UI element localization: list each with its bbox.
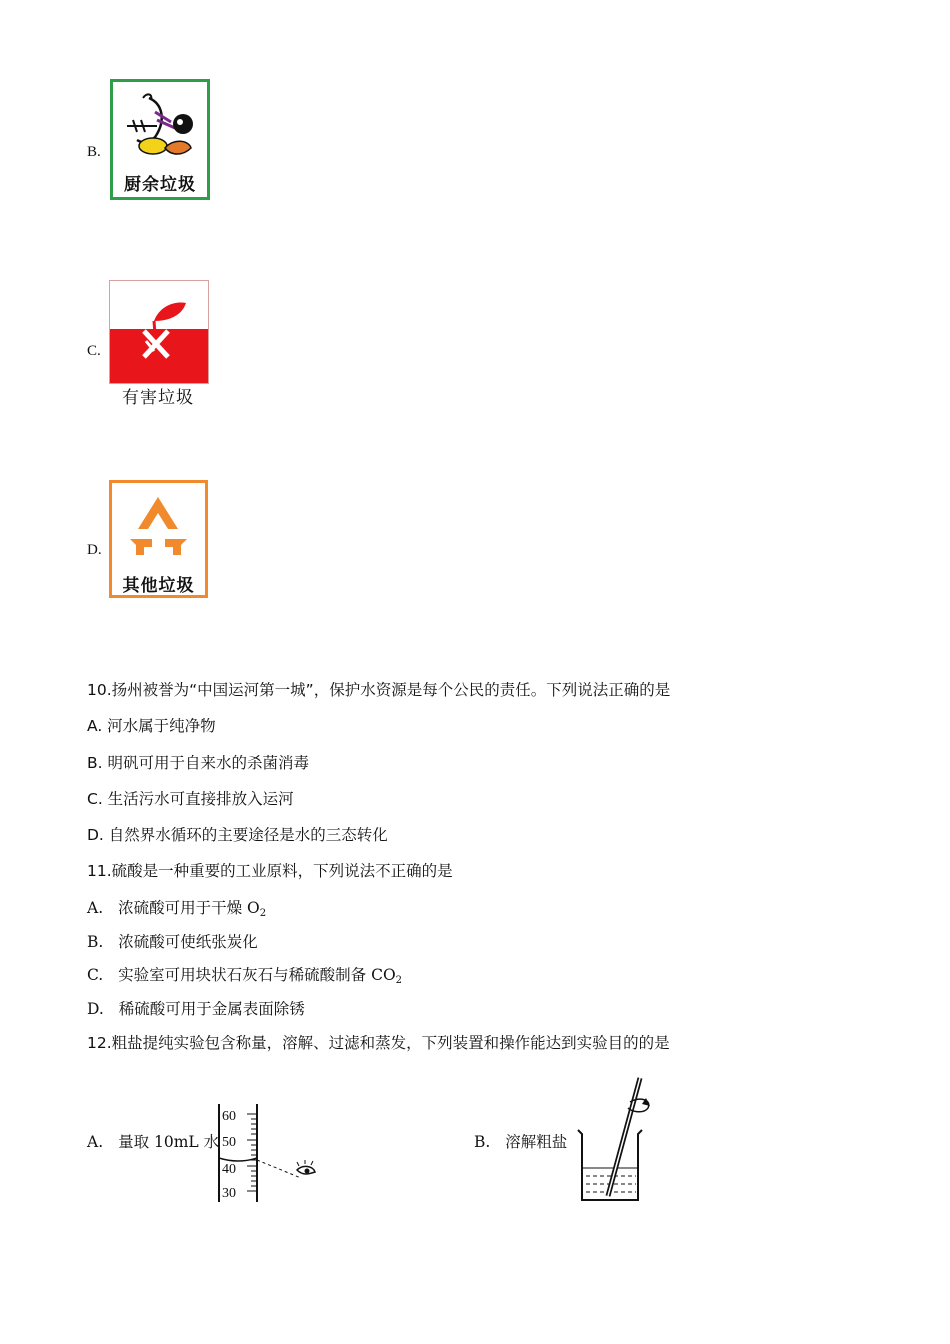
hazardous-waste-label: 有害垃圾 (122, 388, 194, 408)
q10-option-b: B. 明矾可用于自来水的杀菌消毒 (87, 754, 309, 772)
option-letter-b: B. (87, 144, 101, 160)
q10-stem: 10.扬州被誉为“中国运河第一城”，保护水资源是每个公民的责任。下列说法正确的是 (87, 681, 671, 699)
recycle-triangle-icon (112, 483, 205, 569)
q12-stem: 12.粗盐提纯实验包含称量，溶解、过滤和蒸发，下列装置和操作能达到实验目的的是 (87, 1034, 670, 1052)
cylinder-tick-50: 50 (222, 1135, 236, 1150)
hazardous-waste-sign (109, 280, 209, 384)
q11-option-d: D. 稀硫酸可用于金属表面除锈 (87, 1000, 305, 1018)
q10-option-d: D. 自然界水循环的主要途径是水的三态转化 (87, 826, 388, 844)
cylinder-tick-60: 60 (222, 1109, 236, 1124)
option-letter-c: C. (87, 343, 101, 359)
cylinder-tick-40: 40 (222, 1162, 236, 1177)
q12-option-b: B. 溶解粗盐 (474, 1133, 568, 1151)
q11-option-b: B. 浓硫酸可使纸张炭化 (87, 933, 258, 951)
q10-option-c: C. 生活污水可直接排放入运河 (87, 790, 294, 808)
kitchen-waste-sign (110, 79, 210, 200)
q10-option-a: A. 河水属于纯净物 (87, 717, 216, 735)
fish-bone-apple-core-icon (113, 82, 207, 168)
beaker-dissolving-figure (568, 1072, 668, 1208)
other-waste-label: 其他垃圾 (122, 576, 195, 596)
graduated-cylinder-figure (213, 1100, 328, 1206)
eye-icon (297, 1160, 315, 1174)
kitchen-waste-label: 厨余垃圾 (124, 175, 196, 195)
cylinder-tick-30: 30 (222, 1186, 236, 1201)
hazard-leaf-icon (110, 281, 208, 383)
q12-option-a: A. 量取 10mL 水 (87, 1133, 220, 1151)
q11-option-a: A. 浓硫酸可用于干燥 $O_2$ (87, 899, 267, 919)
option-letter-d: D. (87, 542, 102, 558)
other-waste-sign (109, 480, 208, 598)
q11-stem: 11.硫酸是一种重要的工业原料，下列说法不正确的是 (87, 862, 453, 880)
q11-option-c: C. 实验室可用块状石灰石与稀硫酸制备 $CO_2$ (87, 966, 403, 986)
